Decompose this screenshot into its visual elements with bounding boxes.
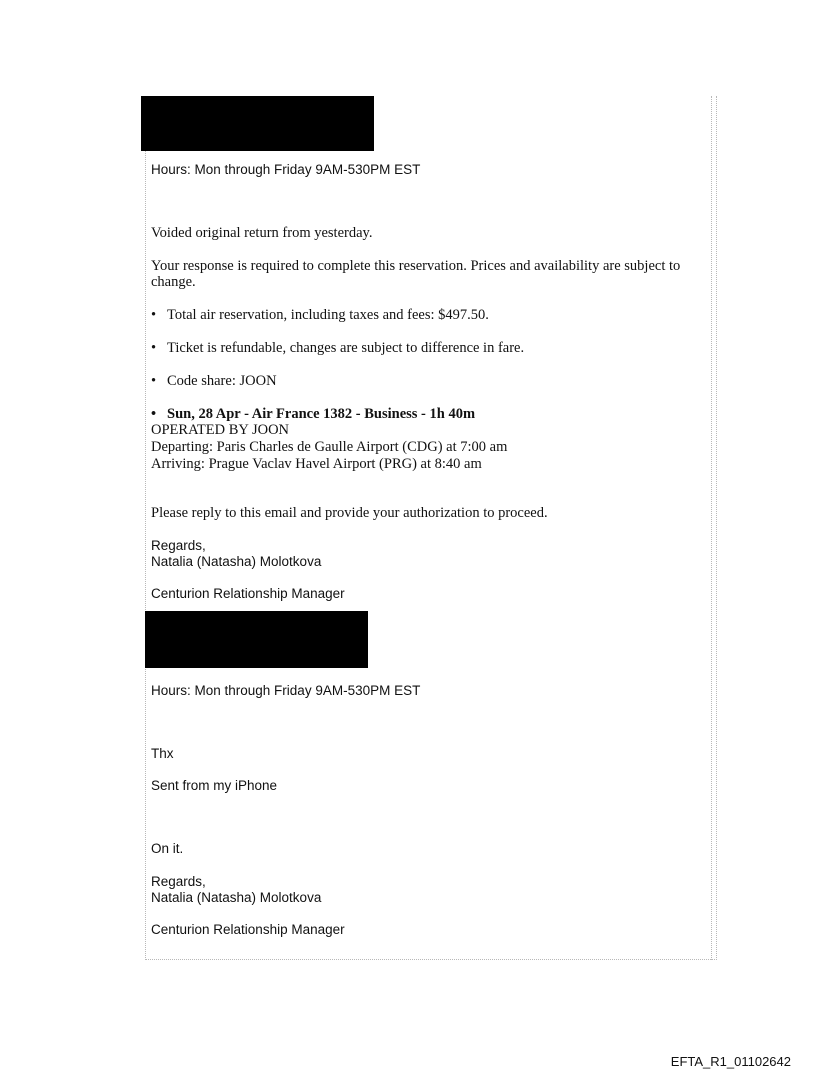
bullet-item — [151, 307, 701, 323]
signature-title: Centurion Relationship Manager — [151, 586, 345, 601]
flight-header — [151, 406, 701, 422]
response-required-note: Your response is required to complete this reservation. Prices and availability are subject to change. — [151, 258, 681, 290]
bullet-text: Total air reservation, including taxes and fees: $497.50. — [167, 307, 489, 323]
voided-note: Voided original return from yesterday. — [151, 225, 373, 241]
bullet-dot-icon: • — [151, 406, 157, 422]
flight-arriving: Arriving: Prague Vaclav Havel Airport (PRG) at 8:40 am — [151, 456, 482, 472]
document-id: EFTA_R1_01102642 — [670, 1054, 791, 1069]
hours-line: Hours: Mon through Friday 9AM-530PM EST — [151, 162, 421, 177]
bullet-dot-icon: • — [151, 340, 157, 356]
flight-departing: Departing: Paris Charles de Gaulle Airport (CDG) at 7:00 am — [151, 439, 508, 455]
bullet-item — [151, 373, 701, 389]
bullet-text: Code share: JOON — [167, 373, 277, 389]
redaction-block-middle — [145, 611, 368, 668]
hours-line: Hours: Mon through Friday 9AM-530PM EST — [151, 683, 421, 698]
bullet-text: Ticket is refundable, changes are subject to difference in fare. — [167, 340, 525, 356]
on-it-note: On it. — [151, 841, 184, 856]
regards-line: Regards, — [151, 538, 206, 553]
document-right-rule — [711, 96, 717, 960]
flight-operator: OPERATED BY JOON — [151, 422, 290, 438]
regards-line: Regards, — [151, 874, 206, 889]
bullet-item — [151, 340, 701, 356]
flight-header-text: Sun, 28 Apr - Air France 1382 - Business - 1h 40m — [167, 406, 476, 422]
redaction-block-top — [141, 96, 374, 151]
signature-name: Natalia (Natasha) Molotkova — [151, 554, 322, 569]
sent-from-line: Sent from my iPhone — [151, 778, 278, 793]
signature-name: Natalia (Natasha) Molotkova — [151, 890, 322, 905]
reply-request: Please reply to this email and provide your authorization to proceed. — [151, 505, 548, 521]
thx-note: Thx — [151, 746, 174, 761]
bullet-dot-icon: • — [151, 373, 157, 389]
signature-title: Centurion Relationship Manager — [151, 922, 345, 937]
bullet-dot-icon: • — [151, 307, 157, 323]
